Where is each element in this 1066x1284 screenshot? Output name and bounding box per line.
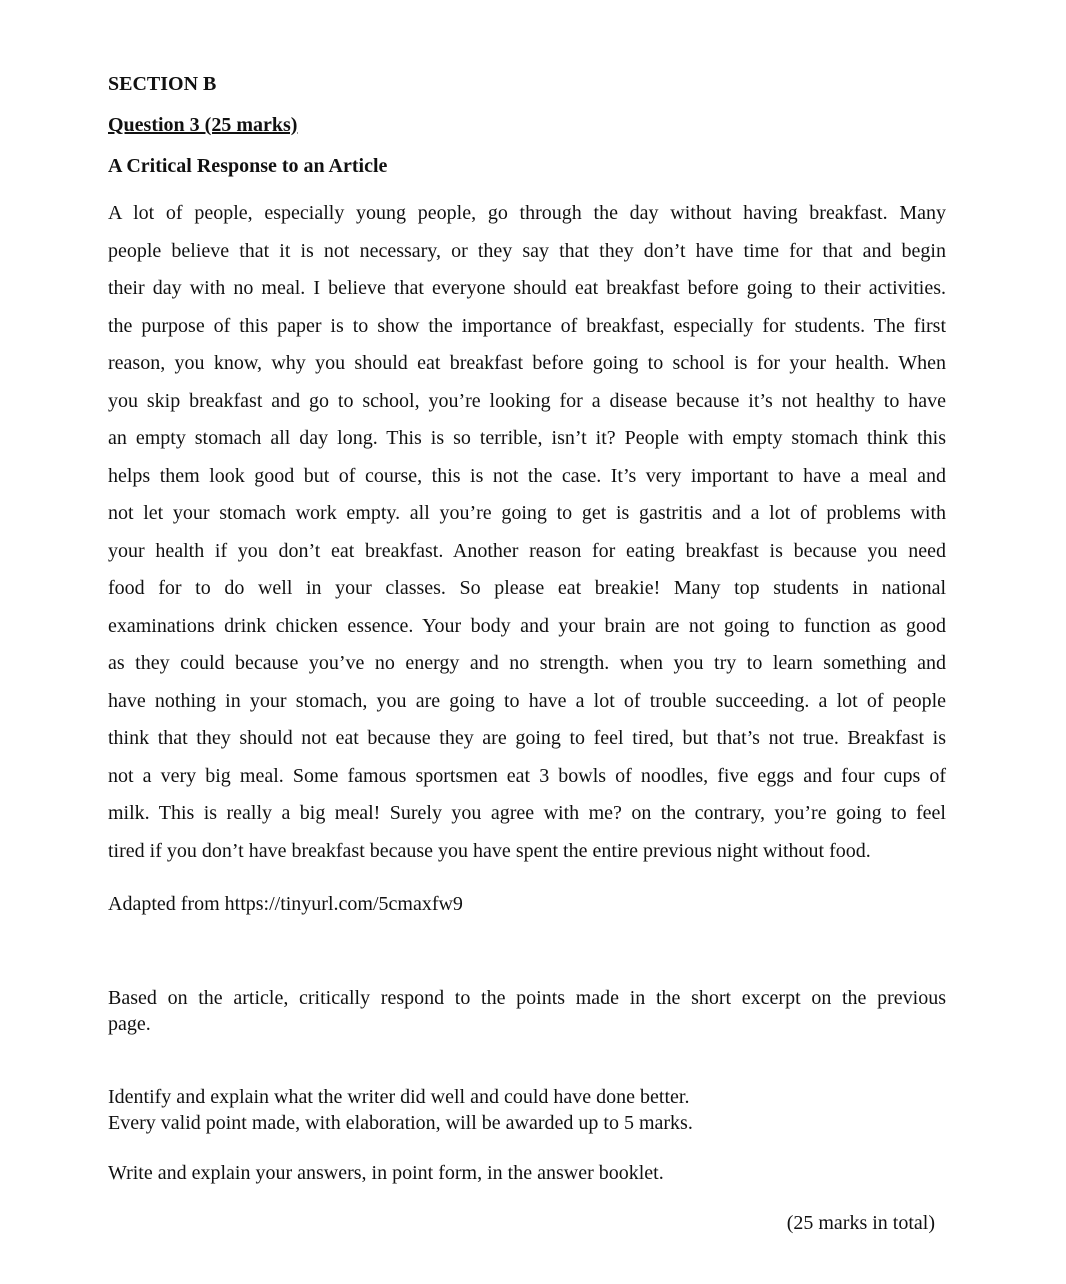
identify-instruction: Identify and explain what the writer did well and could have done better. bbox=[108, 1086, 690, 1108]
article-line: reason, you know, why you should eat breakfast before going to school is for your health. When bbox=[108, 352, 946, 374]
article-line: have nothing in your stomach, you are going to have a lot of trouble succeeding. a lot of people bbox=[108, 689, 946, 712]
article-line: milk. This is really a big meal! Surely you agree with me? on the contrary, you’re going to feel bbox=[108, 802, 946, 824]
article-line: tired if you don’t have breakfast because you have spent the entire previous night without food. bbox=[108, 839, 871, 862]
article-title: A Critical Response to an Article bbox=[108, 155, 388, 177]
article-line: your health if you don’t eat breakfast. Another reason for eating breakfast is because you need bbox=[108, 539, 946, 562]
article-line: not let your stomach work empty. all you’re going to get is gastritis and a lot of problems with bbox=[108, 502, 946, 524]
write-instruction: Write and explain your answers, in point form, in the answer booklet. bbox=[108, 1162, 664, 1184]
article-line: think that they should not eat because they are going to feel tired, but that’s not true. Breakfast is bbox=[108, 727, 946, 749]
article-line: the purpose of this paper is to show the importance of breakfast, especially for students. The first bbox=[108, 314, 946, 337]
respond-instruction bbox=[108, 985, 946, 1037]
article-line: helps them look good but of course, this is not the case. It’s very important to have a meal and bbox=[108, 464, 946, 487]
respond-line-1: Based on the article, critically respond to the points made in the short excerpt on the previous bbox=[108, 987, 946, 1009]
source-citation: Adapted from https://tinyurl.com/5cmaxfw9 bbox=[108, 893, 463, 915]
marks-total: (25 marks in total) bbox=[786, 1212, 935, 1234]
article-line: you skip breakfast and go to school, you’re looking for a disease because it’s not healthy to have bbox=[108, 389, 946, 412]
article-line: their day with no meal. I believe that everyone should eat breakfast before going to their activities. bbox=[108, 277, 946, 299]
article-line: A lot of people, especially young people, go through the day without having breakfast. Many bbox=[108, 202, 946, 224]
article-line: food for to do well in your classes. So please eat breakie! Many top students in national bbox=[108, 577, 946, 599]
article-line: not a very big meal. Some famous sportsmen eat 3 bowls of noodles, five eggs and four cups of bbox=[108, 764, 946, 787]
marks-note: Every valid point made, with elaboration, will be awarded up to 5 marks. bbox=[108, 1112, 693, 1134]
article-line: people believe that it is not necessary, or they say that they don’t have time for that and begin bbox=[108, 239, 946, 262]
section-heading: SECTION B bbox=[108, 73, 217, 95]
article-line: an empty stomach all day long. This is so terrible, isn’t it? People with empty stomach think this bbox=[108, 427, 946, 449]
article-body bbox=[108, 195, 946, 870]
respond-line-2: page. bbox=[108, 1013, 151, 1035]
article-line: examinations drink chicken essence. Your body and your brain are not going to function as good bbox=[108, 614, 946, 637]
question-heading: Question 3 (25 marks) bbox=[108, 114, 298, 136]
article-line: as they could because you’ve no energy and no strength. when you try to learn something and bbox=[108, 652, 946, 674]
